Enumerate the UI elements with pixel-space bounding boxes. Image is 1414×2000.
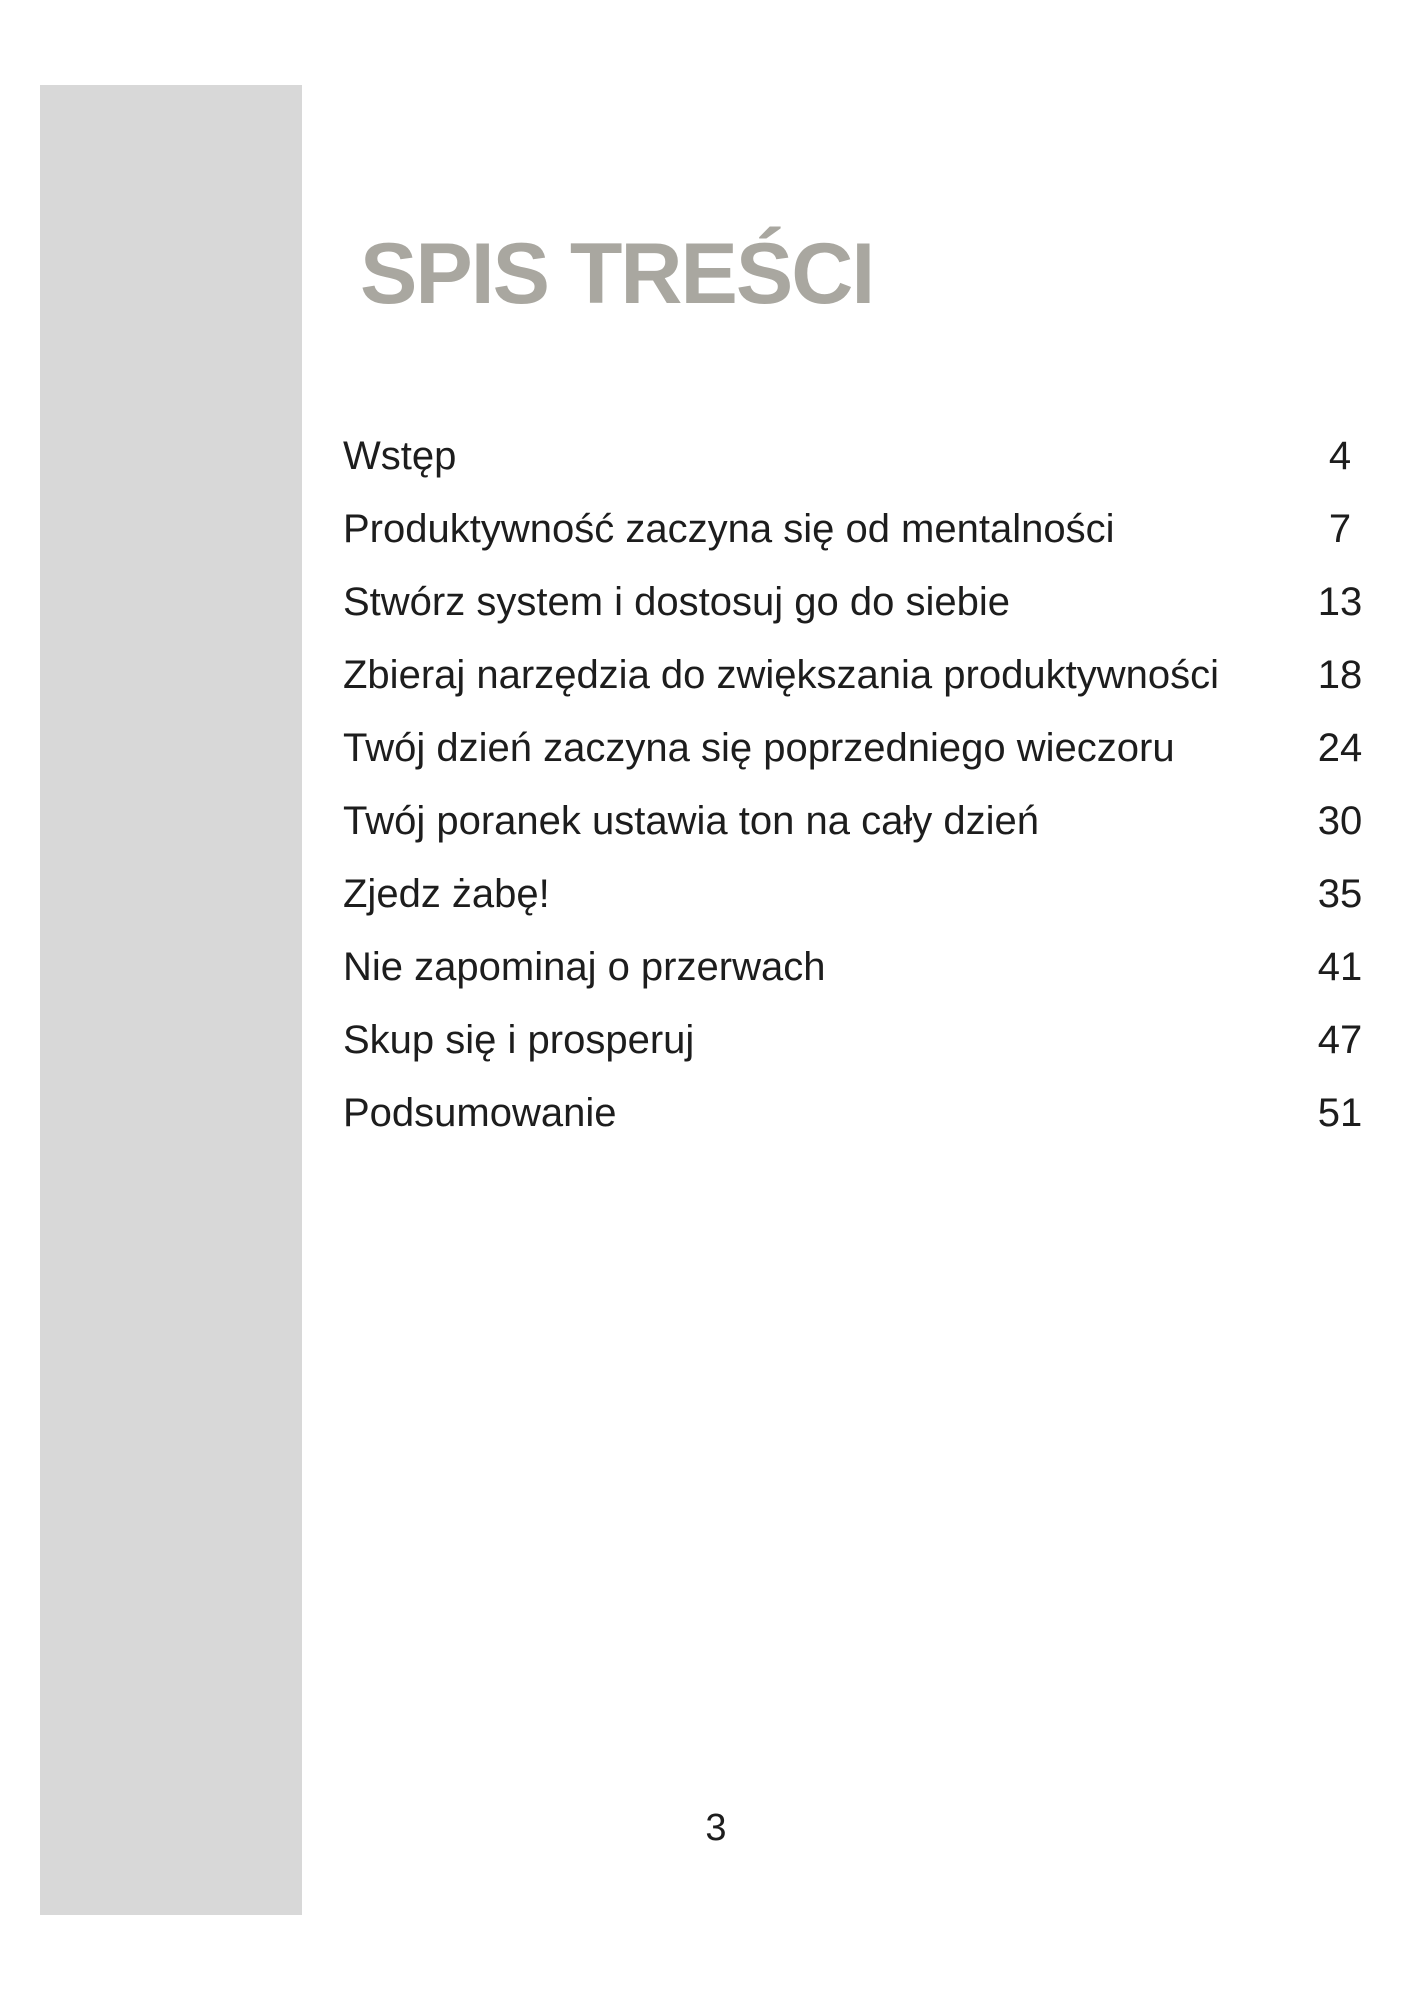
toc-entry-page-number: 18 [1317, 653, 1363, 697]
toc-entry-page-number: 47 [1317, 1018, 1363, 1062]
toc-entry-label: Zbieraj narzędzia do zwiększania produktywności [343, 653, 1219, 697]
toc-entry-label: Wstęp [343, 434, 457, 478]
decorative-side-bar [40, 85, 302, 1915]
toc-entry-label: Podsumowanie [343, 1091, 617, 1135]
toc-entry-page-number: 30 [1317, 799, 1363, 843]
toc-entry-label: Skup się i prosperuj [343, 1018, 695, 1062]
toc-entry-page-number: 41 [1317, 945, 1363, 989]
toc-entry-page-number: 35 [1317, 872, 1363, 916]
toc-entry [343, 493, 1370, 566]
toc-entry-label: Stwórz system i dostosuj go do siebie [343, 580, 1010, 624]
toc-entry-page-number: 4 [1328, 434, 1352, 478]
toc-entry [343, 420, 1370, 493]
page-title: SPIS TREŚCI [360, 226, 874, 322]
toc-entry-page-number: 13 [1317, 580, 1363, 624]
toc-entry-label: Zjedz żabę! [343, 872, 550, 916]
toc-entry-label: Produktywność zaczyna się od mentalności [343, 507, 1115, 551]
toc-entry-page-number: 24 [1317, 726, 1363, 770]
toc-entry [343, 712, 1370, 785]
toc-entry-page-number: 7 [1328, 507, 1352, 551]
toc-list [343, 420, 1370, 1150]
toc-entry [343, 785, 1370, 858]
toc-entry [343, 931, 1370, 1004]
toc-entry-label: Twój dzień zaczyna się poprzedniego wieczoru [343, 726, 1175, 770]
toc-entry-label: Nie zapominaj o przerwach [343, 945, 826, 989]
toc-entry-label: Twój poranek ustawia ton na cały dzień [343, 799, 1039, 843]
toc-entry [343, 1077, 1370, 1150]
toc-entry [343, 858, 1370, 931]
toc-entry [343, 639, 1370, 712]
page-number-footer: 3 [705, 1807, 727, 1849]
toc-entry [343, 566, 1370, 639]
toc-entry-page-number: 51 [1317, 1091, 1363, 1135]
toc-entry [343, 1004, 1370, 1077]
